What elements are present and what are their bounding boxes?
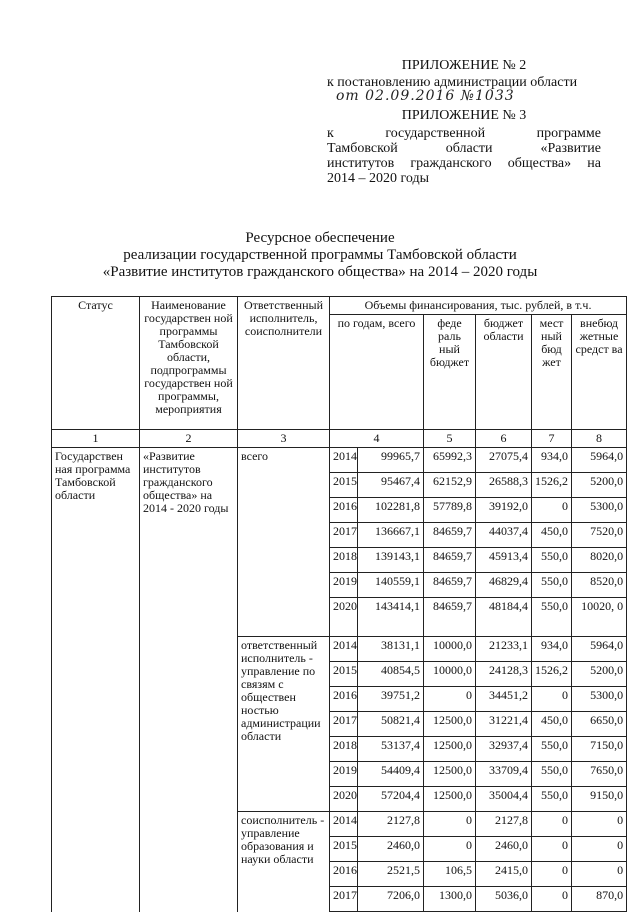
word: программе <box>536 126 601 141</box>
header-regional: бюджет области <box>476 315 532 430</box>
amount-cell: 10000,0 <box>424 637 476 662</box>
amount-cell: 35004,4 <box>476 787 532 812</box>
amount-cell: 1526,2 <box>532 662 572 687</box>
amount-cell: 39192,0 <box>476 498 532 523</box>
amount-cell: 0 <box>532 498 572 523</box>
table-row <box>52 448 627 473</box>
amount-cell: 84659,7 <box>424 548 476 573</box>
executor-cell: всего <box>238 448 330 637</box>
year-cell: 2018 <box>330 548 358 573</box>
amount-cell: 24128,3 <box>476 662 532 687</box>
amount-cell: 84659,7 <box>424 598 476 637</box>
amount-cell: 0 <box>532 862 572 887</box>
amount-cell: 139143,1 <box>358 548 424 573</box>
amount-cell: 46829,4 <box>476 573 532 598</box>
amount-cell: 62152,9 <box>424 473 476 498</box>
amount-cell: 26588,3 <box>476 473 532 498</box>
year-cell: 2016 <box>330 498 358 523</box>
amount-cell: 1526,2 <box>532 473 572 498</box>
col-number: 4 <box>330 430 424 448</box>
amount-cell: 0 <box>532 812 572 837</box>
resource-table <box>51 296 627 912</box>
executor-cell: ответственный исполнитель - управление по связям с обществен ностью администрации области <box>238 637 330 812</box>
amount-cell: 934,0 <box>532 448 572 473</box>
amount-cell: 8020,0 <box>572 548 627 573</box>
amount-cell: 34451,2 <box>476 687 532 712</box>
amount-cell: 40854,5 <box>358 662 424 687</box>
word: области <box>445 141 493 156</box>
amount-cell: 84659,7 <box>424 573 476 598</box>
amount-cell: 54409,4 <box>358 762 424 787</box>
amount-cell: 870,0 <box>572 887 627 912</box>
amount-cell: 5200,0 <box>572 473 627 498</box>
amount-cell: 33709,4 <box>476 762 532 787</box>
header-federal: феде раль ный бюджет <box>424 315 476 430</box>
amount-cell: 550,0 <box>532 787 572 812</box>
amount-cell: 0 <box>532 687 572 712</box>
amount-cell: 450,0 <box>532 712 572 737</box>
status-cell: Государствен ная программа Тамбовской области <box>52 448 140 912</box>
amount-cell: 31221,4 <box>476 712 532 737</box>
amount-cell: 10020, 0 <box>572 598 627 637</box>
amount-cell: 7520,0 <box>572 523 627 548</box>
year-cell: 2014 <box>330 637 358 662</box>
appendix-3-line-1 <box>327 126 601 141</box>
year-cell: 2015 <box>330 662 358 687</box>
year-cell: 2017 <box>330 712 358 737</box>
amount-cell: 44037,4 <box>476 523 532 548</box>
executor-cell: соисполнитель - управление образования и науки области <box>238 812 330 912</box>
amount-cell: 5964,0 <box>572 637 627 662</box>
amount-cell: 7150,0 <box>572 737 627 762</box>
amount-cell: 95467,4 <box>358 473 424 498</box>
amount-cell: 57789,8 <box>424 498 476 523</box>
amount-cell: 0 <box>532 837 572 862</box>
amount-cell: 0 <box>424 837 476 862</box>
document-title <box>0 230 640 281</box>
amount-cell: 12500,0 <box>424 737 476 762</box>
year-cell: 2019 <box>330 573 358 598</box>
amount-cell: 48184,4 <box>476 598 532 637</box>
amount-cell: 2521,5 <box>358 862 424 887</box>
amount-cell: 0 <box>424 812 476 837</box>
header-local: мест ный бюд жет <box>532 315 572 430</box>
header-volumes: Объемы финансирования, тыс. рублей, в т.ч. <box>330 297 627 315</box>
year-cell: 2018 <box>330 737 358 762</box>
amount-cell: 10000,0 <box>424 662 476 687</box>
header-by-years: по годам, всего <box>330 315 424 430</box>
amount-cell: 5964,0 <box>572 448 627 473</box>
appendix-3-line-2 <box>327 141 601 156</box>
amount-cell: 2127,8 <box>358 812 424 837</box>
amount-cell: 550,0 <box>532 737 572 762</box>
amount-cell: 0 <box>424 687 476 712</box>
year-cell: 2015 <box>330 837 358 862</box>
appendix-3-line-4: 2014 – 2020 годы <box>327 171 430 186</box>
amount-cell: 6650,0 <box>572 712 627 737</box>
col-number: 3 <box>238 430 330 448</box>
amount-cell: 0 <box>572 862 627 887</box>
amount-cell: 65992,3 <box>424 448 476 473</box>
word: на <box>587 156 601 171</box>
appendix-2-heading: ПРИЛОЖЕНИЕ № 2 <box>401 58 527 73</box>
year-cell: 2014 <box>330 448 358 473</box>
year-cell: 2017 <box>330 523 358 548</box>
title-line-1: Ресурсное обеспечение <box>245 230 395 246</box>
amount-cell: 32937,4 <box>476 737 532 762</box>
title-line-3: «Развитие институтов гражданского общества» на 2014 – 2020 годы <box>102 264 538 280</box>
amount-cell: 143414,1 <box>358 598 424 637</box>
amount-cell: 9150,0 <box>572 787 627 812</box>
word: институтов <box>327 156 395 171</box>
amount-cell: 550,0 <box>532 762 572 787</box>
year-cell: 2020 <box>330 787 358 812</box>
amount-cell: 12500,0 <box>424 712 476 737</box>
word: к <box>327 126 334 141</box>
amount-cell: 21233,1 <box>476 637 532 662</box>
amount-cell: 550,0 <box>532 598 572 637</box>
amount-cell: 550,0 <box>532 573 572 598</box>
amount-cell: 2460,0 <box>476 837 532 862</box>
amount-cell: 2415,0 <box>476 862 532 887</box>
amount-cell: 12500,0 <box>424 762 476 787</box>
amount-cell: 1300,0 <box>424 887 476 912</box>
amount-cell: 934,0 <box>532 637 572 662</box>
year-cell: 2020 <box>330 598 358 637</box>
col-number: 6 <box>476 430 532 448</box>
amount-cell: 106,5 <box>424 862 476 887</box>
appendix-3-reference <box>327 126 601 186</box>
col-number: 7 <box>532 430 572 448</box>
amount-cell: 5200,0 <box>572 662 627 687</box>
amount-cell: 12500,0 <box>424 787 476 812</box>
year-cell: 2015 <box>330 473 358 498</box>
appendix-3-heading: ПРИЛОЖЕНИЕ № 3 <box>401 108 527 123</box>
amount-cell: 8520,0 <box>572 573 627 598</box>
amount-cell: 50821,4 <box>358 712 424 737</box>
year-cell: 2019 <box>330 762 358 787</box>
handwritten-date-number: от 02.09.2016 №1033 <box>336 88 515 104</box>
word: гражданского <box>410 156 492 171</box>
amount-cell: 38131,1 <box>358 637 424 662</box>
amount-cell: 5300,0 <box>572 687 627 712</box>
amount-cell: 5300,0 <box>572 498 627 523</box>
amount-cell: 7206,0 <box>358 887 424 912</box>
col-number: 1 <box>52 430 140 448</box>
col-number: 2 <box>140 430 238 448</box>
title-line-2: реализации государственной программы Тамбовской области <box>123 247 517 263</box>
col-number: 5 <box>424 430 476 448</box>
year-cell: 2016 <box>330 862 358 887</box>
program-name-cell: «Развитие институтов гражданского общества» на 2014 - 2020 годы <box>140 448 238 912</box>
amount-cell: 0 <box>572 837 627 862</box>
amount-cell: 2127,8 <box>476 812 532 837</box>
word: государственной <box>385 126 486 141</box>
amount-cell: 5036,0 <box>476 887 532 912</box>
col-number: 8 <box>572 430 627 448</box>
amount-cell: 450,0 <box>532 523 572 548</box>
word: общества» <box>507 156 572 171</box>
amount-cell: 45913,4 <box>476 548 532 573</box>
amount-cell: 2460,0 <box>358 837 424 862</box>
year-cell: 2016 <box>330 687 358 712</box>
year-cell: 2017 <box>330 887 358 912</box>
header-extra: внебюд жетные средст ва <box>572 315 627 430</box>
appendix-2-reference: к постановлению администрации области <box>327 75 578 90</box>
amount-cell: 57204,4 <box>358 787 424 812</box>
amount-cell: 84659,7 <box>424 523 476 548</box>
amount-cell: 102281,8 <box>358 498 424 523</box>
header-name: Наименование государствен ной программы Тамбовской области, подпрограммы государствен ной программы, мероприятия <box>140 297 238 430</box>
amount-cell: 0 <box>532 887 572 912</box>
amount-cell: 53137,4 <box>358 737 424 762</box>
amount-cell: 27075,4 <box>476 448 532 473</box>
header-executor: Ответственный исполнитель, соисполнители <box>238 297 330 430</box>
appendix-3-line-3 <box>327 156 601 171</box>
word: Тамбовской <box>327 141 398 156</box>
amount-cell: 39751,2 <box>358 687 424 712</box>
header-status: Статус <box>52 297 140 430</box>
word: «Развитие <box>540 141 601 156</box>
amount-cell: 136667,1 <box>358 523 424 548</box>
amount-cell: 550,0 <box>532 548 572 573</box>
amount-cell: 0 <box>572 812 627 837</box>
amount-cell: 99965,7 <box>358 448 424 473</box>
amount-cell: 140559,1 <box>358 573 424 598</box>
year-cell: 2014 <box>330 812 358 837</box>
amount-cell: 7650,0 <box>572 762 627 787</box>
